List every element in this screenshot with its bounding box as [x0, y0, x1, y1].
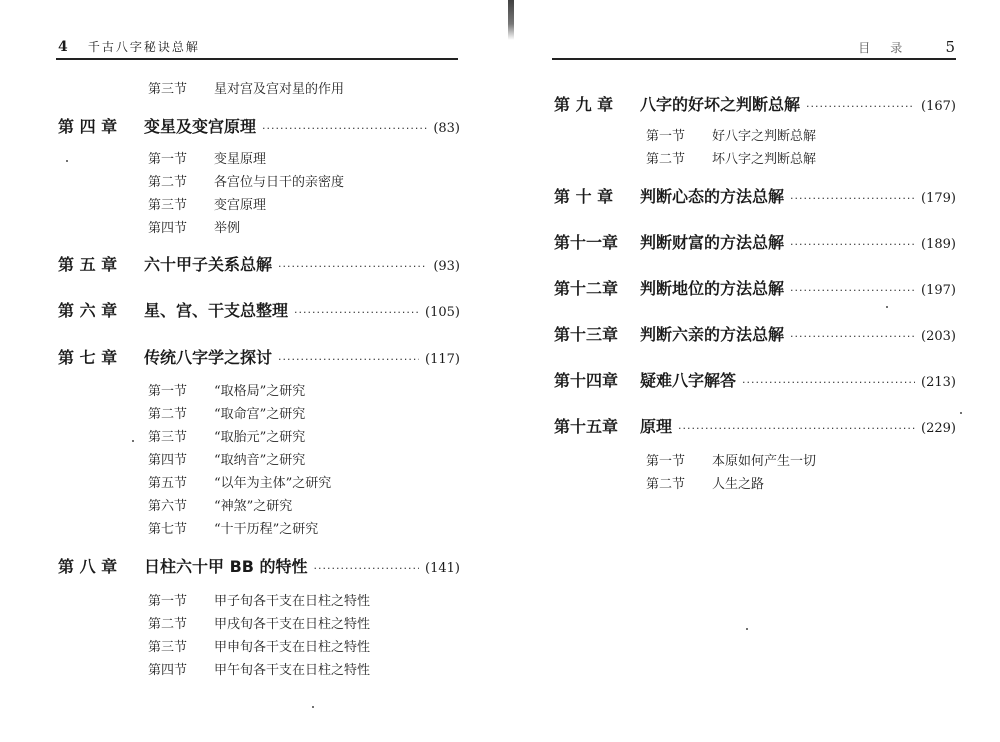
header-rule	[56, 58, 458, 60]
toc-section	[646, 473, 764, 492]
toc-section	[148, 613, 370, 632]
chapter-title: 原理	[640, 417, 673, 436]
dot-leader	[790, 330, 915, 343]
toc-section	[148, 495, 292, 514]
chapter-number: 第 九 章	[554, 95, 614, 114]
toc-section	[148, 590, 370, 609]
chapter-title: 日柱六十甲 BB 的特性	[144, 557, 308, 576]
chapter-number: 第十四章	[554, 371, 619, 390]
toc-section	[148, 518, 318, 537]
section-number: 第六节	[148, 499, 188, 514]
toc-chapter	[58, 114, 460, 137]
section-title: 目录	[858, 41, 923, 55]
section-title: 甲戌旬各干支在日柱之特性	[214, 617, 371, 632]
chapter-title: 传统八字学之探讨	[144, 348, 273, 367]
dot-leader	[790, 238, 915, 251]
section-title: “取纳音”之研究	[214, 453, 306, 468]
toc-chapter	[58, 298, 460, 321]
scan-speck	[132, 440, 134, 442]
section-number: 第一节	[148, 594, 188, 609]
section-title: 甲子旬各干支在日柱之特性	[214, 594, 371, 609]
book-title: 千古八字秘诀总解	[87, 40, 200, 54]
running-head	[58, 38, 200, 55]
section-number: 第五节	[148, 476, 188, 491]
section-title: “取格局”之研究	[214, 384, 306, 399]
toc-section	[148, 403, 305, 422]
section-title: 坏八字之判断总解	[712, 152, 817, 167]
section-number: 第一节	[646, 129, 686, 144]
chapter-page: (105)	[425, 305, 460, 320]
toc-section	[148, 472, 331, 491]
chapter-number: 第 八 章	[58, 557, 118, 576]
section-number: 第二节	[148, 175, 188, 190]
chapter-page: (189)	[921, 237, 956, 252]
dot-leader	[678, 422, 915, 435]
chapter-number: 第十二章	[554, 279, 619, 298]
scan-speck	[312, 706, 314, 708]
section-title: 甲申旬各干支在日柱之特性	[214, 640, 371, 655]
section-title: 本原如何产生一切	[712, 454, 817, 469]
chapter-number: 第十五章	[554, 417, 619, 436]
chapter-title: 判断财富的方法总解	[640, 233, 785, 252]
dot-leader	[790, 284, 915, 297]
dot-leader	[294, 306, 419, 319]
section-number: 第二节	[148, 617, 188, 632]
section-number: 第四节	[148, 453, 188, 468]
toc-chapter	[58, 252, 460, 275]
scan-artifact	[508, 0, 514, 40]
toc-chapter	[554, 184, 956, 207]
dot-leader	[278, 260, 427, 273]
toc-section	[148, 380, 305, 399]
toc-section	[148, 78, 344, 97]
section-title: 人生之路	[712, 477, 765, 492]
section-title: “以年为主体”之研究	[214, 476, 332, 491]
section-number: 第四节	[148, 221, 188, 236]
toc-chapter	[554, 230, 956, 253]
toc-chapter	[58, 554, 460, 577]
toc-chapter	[554, 276, 956, 299]
toc-section	[148, 659, 370, 678]
toc-section	[148, 148, 266, 167]
section-number: 第二节	[646, 477, 686, 492]
toc-chapter	[554, 368, 956, 391]
chapter-title: 判断六亲的方法总解	[640, 325, 785, 344]
toc-section	[646, 125, 816, 144]
section-number: 第三节	[148, 82, 188, 97]
right-page	[500, 0, 1000, 742]
chapter-page: (141)	[425, 561, 460, 576]
page-number: 4	[58, 39, 69, 55]
chapter-number: 第十一章	[554, 233, 619, 252]
chapter-title: 六十甲子关系总解	[144, 255, 273, 274]
toc-section	[148, 426, 305, 445]
chapter-number: 第 五 章	[58, 255, 118, 274]
section-title: 各宫位与日干的亲密度	[214, 175, 345, 190]
section-title: 甲午旬各干支在日柱之特性	[214, 663, 371, 678]
toc-chapter	[554, 414, 956, 437]
section-number: 第一节	[646, 454, 686, 469]
section-number: 第二节	[148, 407, 188, 422]
toc-section	[646, 450, 816, 469]
chapter-page: (117)	[425, 352, 460, 367]
running-head	[858, 38, 956, 56]
chapter-number: 第 七 章	[58, 348, 118, 367]
section-title: “十干历程”之研究	[214, 522, 319, 537]
chapter-page: (179)	[921, 191, 956, 206]
section-number: 第一节	[148, 384, 188, 399]
chapter-page: (83)	[433, 121, 460, 136]
toc-section	[148, 171, 344, 190]
toc-section	[646, 148, 816, 167]
chapter-title: 八字的好坏之判断总解	[640, 95, 801, 114]
section-title: “取胎元”之研究	[214, 430, 306, 445]
section-number: 第七节	[148, 522, 188, 537]
chapter-number: 第 十 章	[554, 187, 614, 206]
chapter-title: 判断心态的方法总解	[640, 187, 785, 206]
dot-leader	[790, 192, 915, 205]
toc-chapter	[554, 322, 956, 345]
scan-speck	[746, 628, 748, 630]
chapter-title: 判断地位的方法总解	[640, 279, 785, 298]
section-number: 第四节	[148, 663, 188, 678]
toc-section	[148, 636, 370, 655]
section-number: 第三节	[148, 198, 188, 213]
chapter-page: (93)	[433, 259, 460, 274]
chapter-page: (167)	[921, 99, 956, 114]
section-title: 好八字之判断总解	[712, 129, 817, 144]
dot-leader	[262, 122, 427, 135]
page-number: 5	[945, 38, 956, 56]
section-number: 第一节	[148, 152, 188, 167]
toc-section	[148, 449, 305, 468]
section-title: 变宫原理	[214, 198, 267, 213]
section-title: 举例	[214, 221, 241, 236]
section-title: “神煞”之研究	[214, 499, 293, 514]
section-number: 第三节	[148, 640, 188, 655]
chapter-page: (229)	[921, 421, 956, 436]
toc-chapter	[554, 92, 956, 115]
toc-section	[148, 217, 240, 236]
section-title: 变星原理	[214, 152, 267, 167]
dot-leader	[278, 353, 419, 366]
section-title: 星对宫及宫对星的作用	[214, 82, 345, 97]
scan-speck	[66, 160, 68, 162]
section-number: 第二节	[646, 152, 686, 167]
chapter-number: 第 四 章	[58, 117, 118, 136]
chapter-title: 变星及变宫原理	[144, 117, 257, 136]
section-title: “取命宫”之研究	[214, 407, 306, 422]
dot-leader	[314, 562, 419, 575]
toc-chapter	[58, 345, 460, 368]
chapter-page: (197)	[921, 283, 956, 298]
chapter-title: 疑难八字解答	[640, 371, 737, 390]
chapter-page: (213)	[921, 375, 956, 390]
scan-speck	[886, 306, 888, 308]
chapter-number: 第十三章	[554, 325, 619, 344]
toc-section	[148, 194, 266, 213]
header-rule	[552, 58, 956, 60]
chapter-number: 第 六 章	[58, 301, 118, 320]
dot-leader	[742, 376, 915, 389]
section-number: 第三节	[148, 430, 188, 445]
dot-leader	[806, 100, 915, 113]
chapter-page: (203)	[921, 329, 956, 344]
scan-speck	[960, 412, 962, 414]
chapter-title: 星、宫、干支总整理	[144, 301, 289, 320]
